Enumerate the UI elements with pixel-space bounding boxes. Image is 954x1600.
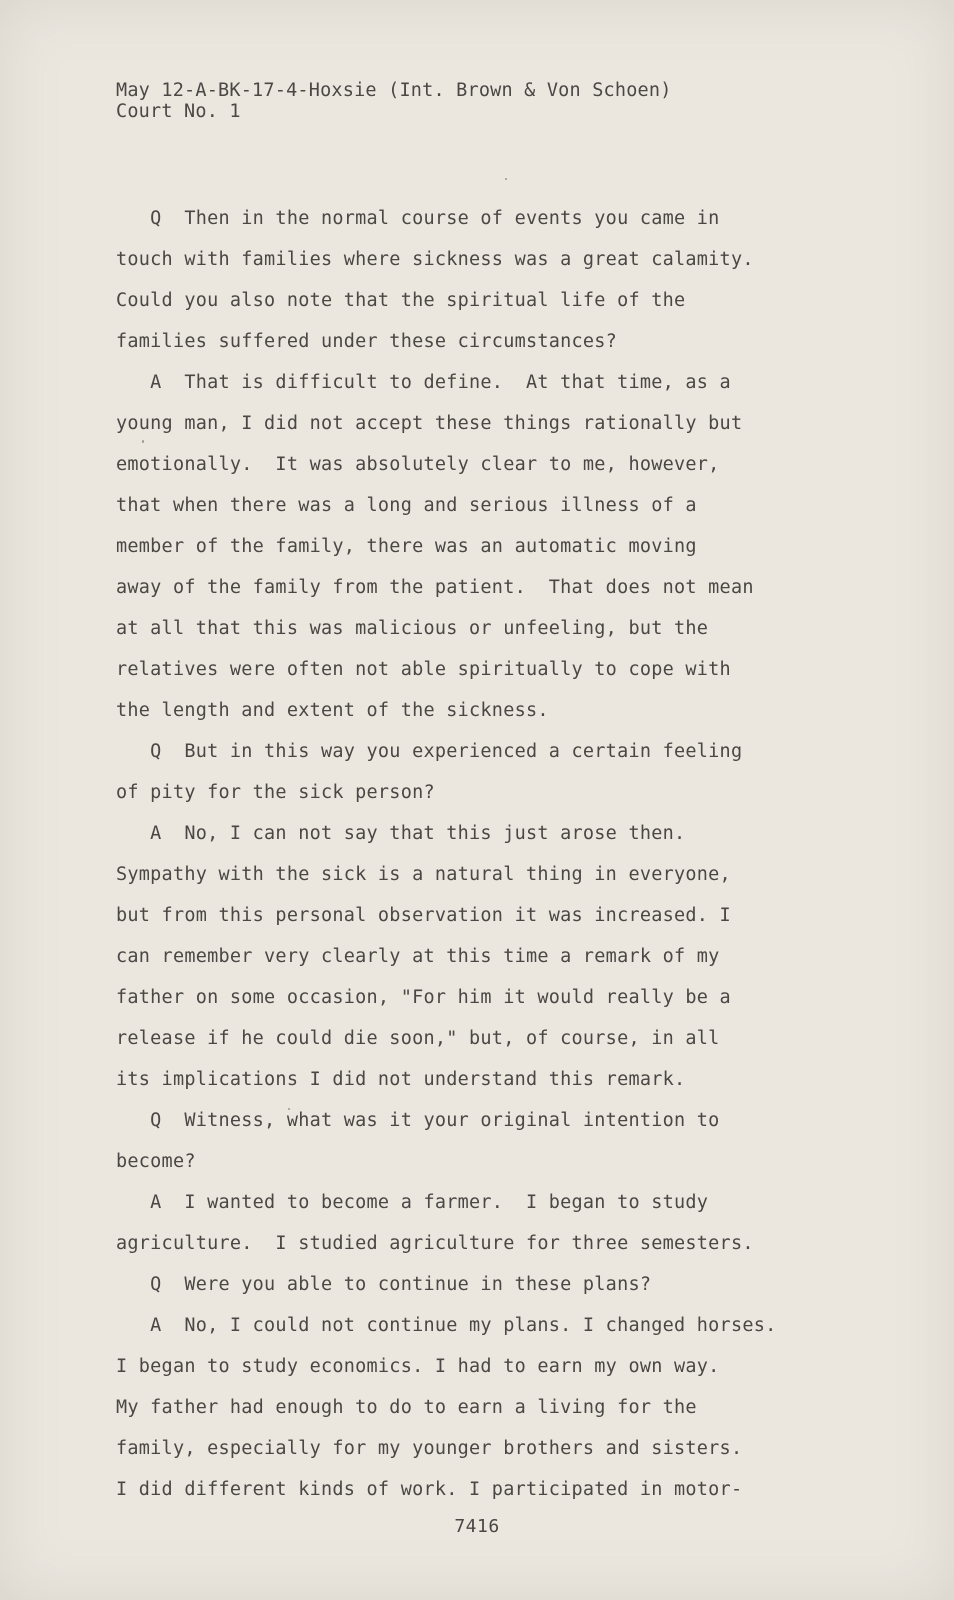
header-session-line: May 12-A-BK-17-4-Hoxsie (Int. Brown & Von Schoen) xyxy=(116,80,672,101)
transcript-line: of pity for the sick person? xyxy=(116,782,435,803)
transcript-line: I did different kinds of work. I participated in motor- xyxy=(116,1479,743,1500)
transcript-line: Q Witness, what was it your original intention to xyxy=(116,1110,720,1131)
page-number: 7416 xyxy=(454,1516,500,1537)
paper-speck xyxy=(288,1108,290,1110)
transcript-line: Sympathy with the sick is a natural thing in everyone, xyxy=(116,864,731,885)
paper-speck xyxy=(142,440,144,443)
transcript-line: My father had enough to do to earn a living for the xyxy=(116,1397,697,1418)
transcript-line: I began to study economics. I had to earn my own way. xyxy=(116,1356,720,1377)
document-header xyxy=(116,80,672,122)
transcript-line: young man, I did not accept these things rationally but xyxy=(116,413,743,434)
transcript-line: A No, I can not say that this just arose then. xyxy=(116,823,686,844)
header-court-line: Court No. 1 xyxy=(116,101,241,122)
transcript-line: become? xyxy=(116,1151,196,1172)
transcript-line: away of the family from the patient. That does not mean xyxy=(116,577,754,598)
transcript-line: that when there was a long and serious illness of a xyxy=(116,495,697,516)
transcript-line: member of the family, there was an automatic moving xyxy=(116,536,697,557)
transcript-line: Q Were you able to continue in these plans? xyxy=(116,1274,652,1295)
transcript-line: father on some occasion, "For him it would really be a xyxy=(116,987,731,1008)
transcript-line: A That is difficult to define. At that time, as a xyxy=(116,372,731,393)
transcript-line: A No, I could not continue my plans. I changed horses. xyxy=(116,1315,777,1336)
transcript-line: Could you also note that the spiritual life of the xyxy=(116,290,686,311)
transcript-line: Q But in this way you experienced a certain feeling xyxy=(116,741,743,762)
transcript-line: at all that this was malicious or unfeeling, but the xyxy=(116,618,709,639)
transcript-line: but from this personal observation it was increased. I xyxy=(116,905,731,926)
transcript-line: relatives were often not able spiritually to cope with xyxy=(116,659,731,680)
transcript-line: Q Then in the normal course of events you came in xyxy=(116,208,720,229)
transcript-line: families suffered under these circumstances? xyxy=(116,331,618,352)
transcript-body xyxy=(116,198,836,1510)
transcript-line: the length and extent of the sickness. xyxy=(116,700,549,721)
paper-speck xyxy=(505,178,507,180)
transcript-line: release if he could die soon," but, of course, in all xyxy=(116,1028,720,1049)
transcript-line: touch with families where sickness was a great calamity. xyxy=(116,249,754,270)
transcript-line: family, especially for my younger brothers and sisters. xyxy=(116,1438,743,1459)
transcript-line: emotionally. It was absolutely clear to me, however, xyxy=(116,454,720,475)
transcript-line: A I wanted to become a farmer. I began to study xyxy=(116,1192,709,1213)
transcript-line: can remember very clearly at this time a remark of my xyxy=(116,946,720,967)
transcript-line: agriculture. I studied agriculture for three semesters. xyxy=(116,1233,754,1254)
transcript-line: its implications I did not understand this remark. xyxy=(116,1069,686,1090)
